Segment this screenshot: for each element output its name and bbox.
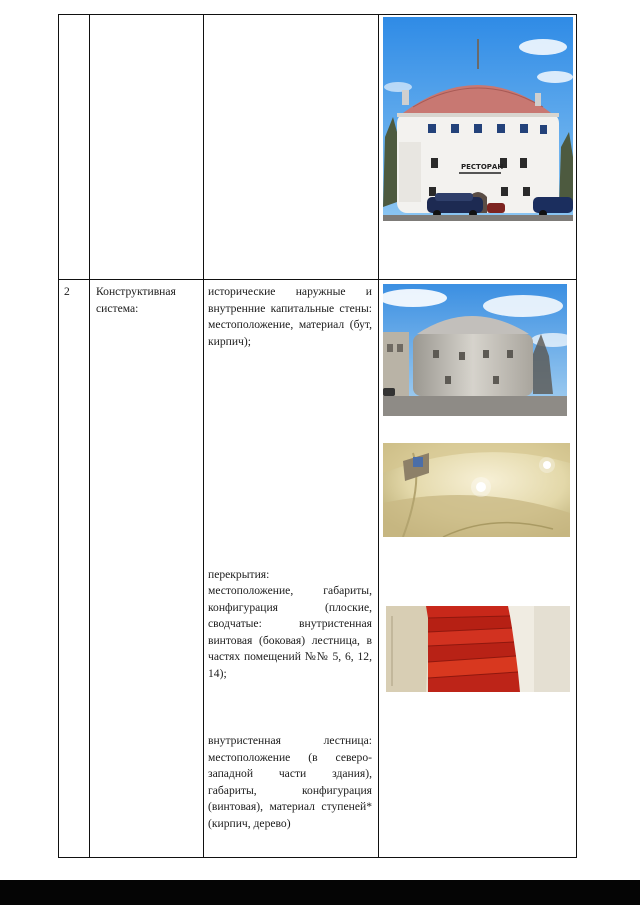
floors-description: местоположение, габариты, конфигурация (плоские, сводчатые: внутристенная винтовая (боковая) лестница, в частях помещений №№ 5, 6, 12, 14); [208,584,372,680]
restaurant-sign-text: РЕСТОРАН [461,163,504,171]
column-divider-1 [89,14,90,858]
row-category: Конструктивная система: [96,285,176,315]
table-left-border [58,14,59,858]
row-number: 2 [64,285,70,298]
round-tower-photo [383,17,573,221]
vaulted-ceiling-photo [383,443,570,537]
floors-heading: перекрытия: [208,568,270,581]
walls-description: исторические наружные и внутренние капитальные стены: местоположение, материал (бут, кирпич); [208,285,372,348]
stone-tower-photo [383,284,567,416]
stair-description: внутристенная лестница: местоположение (в северо-западной части здания), габариты, конфигурация (винтовая), материал ступеней* (кирпич, дерево) [208,734,372,830]
table-right-border [576,14,577,858]
column-divider-3 [378,14,379,858]
table-top-border [58,14,577,15]
spiral-stair-photo [386,606,570,692]
row-divider [58,279,577,280]
column-divider-2 [203,14,204,858]
table-bottom-border [58,857,577,858]
scan-bottom-bar [0,880,640,905]
